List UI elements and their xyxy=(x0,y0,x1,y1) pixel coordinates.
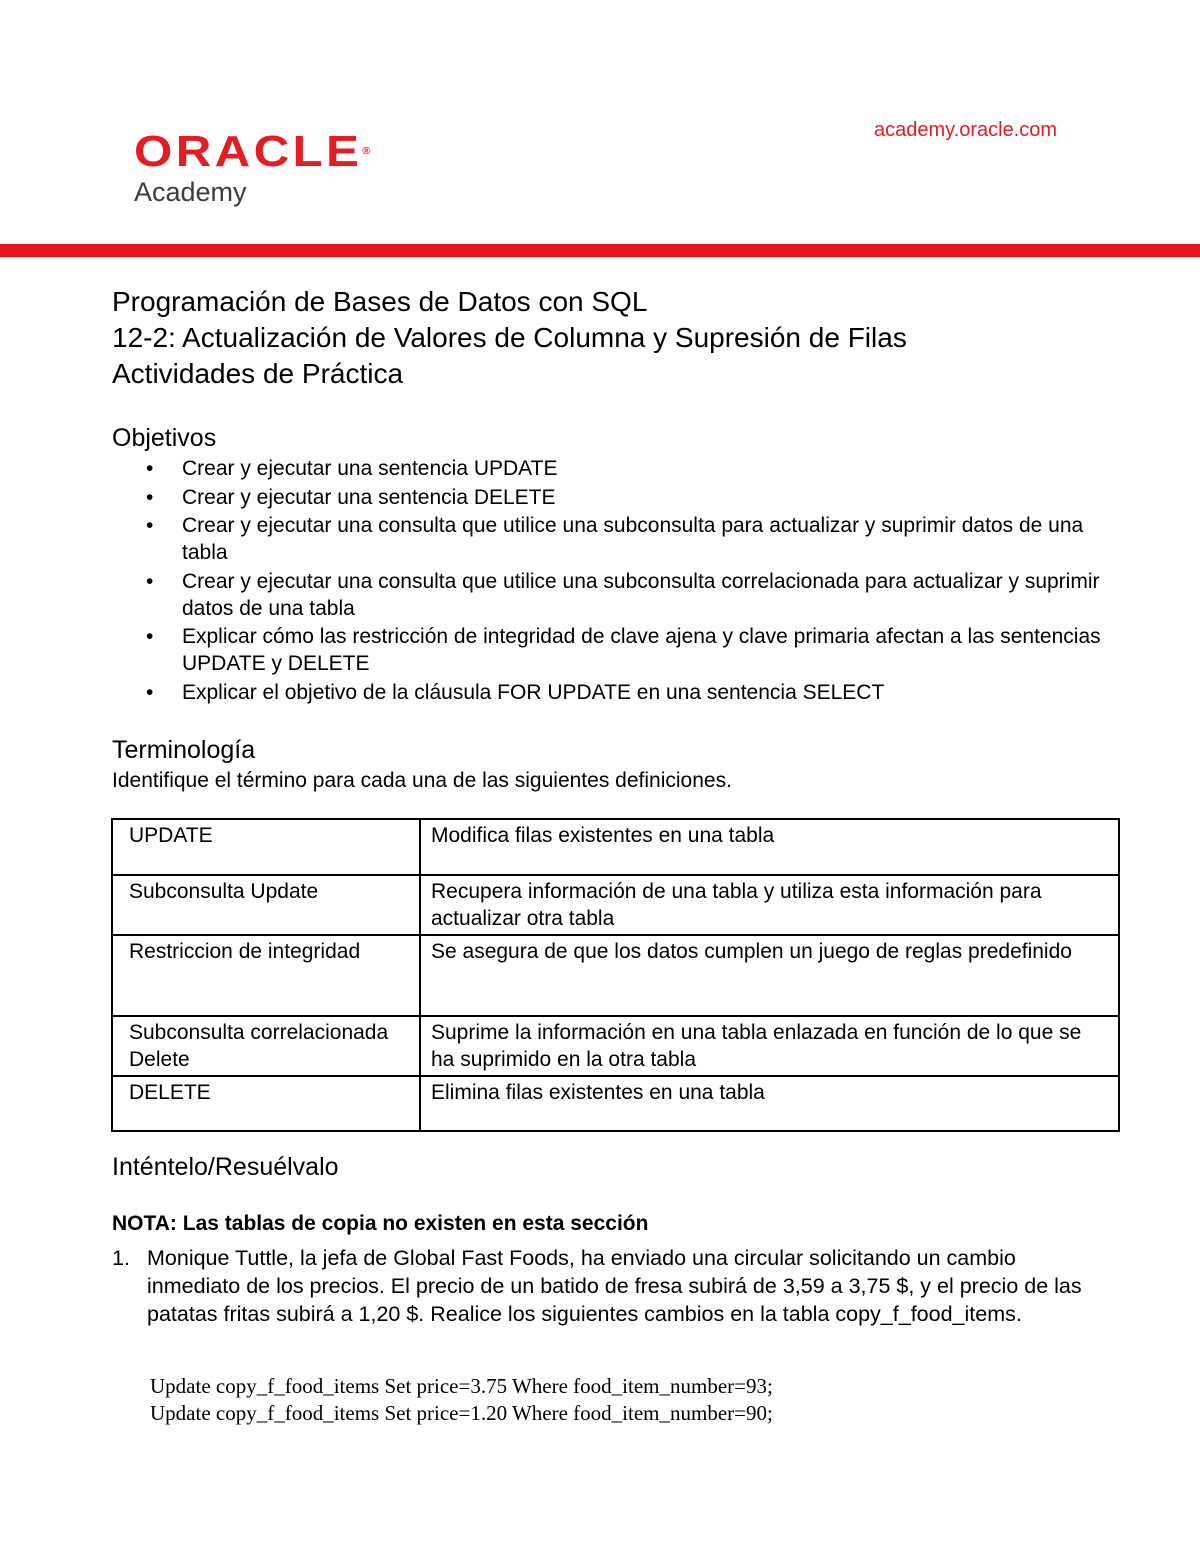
practice-note: NOTA: Las tablas de copia no existen en esta sección xyxy=(112,1212,649,1235)
answer-code xyxy=(150,1373,773,1427)
terminology-intro: Identifique el término para cada una de las siguientes definiciones. xyxy=(112,769,732,792)
term-cell: UPDATE xyxy=(112,819,420,875)
list-item: • Explicar cómo las restricción de integridad de clave ajena y clave primaria afectan a las sentencias UPDATE y DELETE xyxy=(146,625,1101,675)
question-number: 1. xyxy=(112,1246,130,1270)
term-cell: Subconsulta correlacionada Delete xyxy=(112,1016,420,1076)
bullet: • xyxy=(146,680,154,704)
document-title xyxy=(112,284,907,392)
term-cell: Subconsulta Update xyxy=(112,875,420,935)
definition-cell: Suprime la información en una tabla enlazada en función de lo que se ha suprimido en la otra tabla xyxy=(420,1016,1119,1076)
table-row xyxy=(112,1076,1119,1131)
table-row xyxy=(112,935,1119,1016)
terminology-heading: Terminología xyxy=(112,736,256,764)
list-item: • Explicar el objetivo de la cláusula FOR UPDATE en una sentencia SELECT xyxy=(146,680,885,704)
definition-cell: Elimina filas existentes en una tabla xyxy=(420,1076,1119,1131)
terminology-table xyxy=(111,818,1120,1132)
bullet: • xyxy=(146,569,154,593)
list-item: • Crear y ejecutar una consulta que utilice una subconsulta para actualizar y suprimir datos de una tabla xyxy=(146,514,1084,564)
definition-cell: Se asegura de que los datos cumplen un juego de reglas predefinido xyxy=(420,935,1119,1016)
list-item: • Crear y ejecutar una consulta que utilice una subconsulta correlacionada para actualizar y suprimir datos de una tabla xyxy=(146,569,1100,620)
registered-mark: ® xyxy=(362,146,371,157)
table-row xyxy=(112,819,1119,875)
title-course: Programación de Bases de Datos con SQL xyxy=(112,286,648,317)
table-row xyxy=(112,875,1119,935)
objectives-heading: Objetivos xyxy=(112,424,217,452)
term-cell: Restriccion de integridad xyxy=(112,935,420,1016)
bullet: • xyxy=(146,485,154,509)
list-item: • Crear y ejecutar una sentencia DELETE xyxy=(146,485,556,509)
site-link[interactable]: academy.oracle.com xyxy=(874,119,1058,141)
term-cell: DELETE xyxy=(112,1076,420,1131)
practice-heading: Inténtelo/Resuélvalo xyxy=(112,1153,339,1181)
objectives-list xyxy=(112,455,1112,707)
definition-cell: Modifica filas existentes en una tabla xyxy=(420,819,1119,875)
definition-cell: Recupera información de una tabla y utiliza esta información para actualizar otra tabla xyxy=(420,875,1119,935)
logo-subtitle: Academy xyxy=(134,177,247,207)
bullet: • xyxy=(146,457,154,480)
table-row xyxy=(112,1016,1119,1076)
bullet: • xyxy=(146,625,154,648)
title-activity: Actividades de Práctica xyxy=(112,358,404,389)
list-item: • Crear y ejecutar una sentencia UPDATE xyxy=(146,457,558,480)
logo-brand: ORACLE® xyxy=(134,127,371,176)
question-1 xyxy=(112,1244,1102,1328)
bullet: • xyxy=(146,514,154,537)
code-line: Update copy_f_food_items Set price=3.75 Where food_item_number=93; xyxy=(150,1374,773,1398)
code-line: Update copy_f_food_items Set price=1.20 Where food_item_number=90; xyxy=(150,1401,773,1425)
question-text: Monique Tuttle, la jefa de Global Fast Foods, ha enviado una circular solicitando un cambio inmediato de los precios. El precio de un batido de fresa subirá de 3,59 a 3,75 $, y el precio de las patatas fritas subirá a 1,20 $. Realice los siguientes cambios en la tabla copy_f_food_items. xyxy=(147,1246,1082,1326)
title-lesson: 12-2: Actualización de Valores de Columna y Supresión de Filas xyxy=(112,322,907,353)
oracle-academy-logo xyxy=(134,127,371,208)
header-divider xyxy=(0,244,1200,257)
